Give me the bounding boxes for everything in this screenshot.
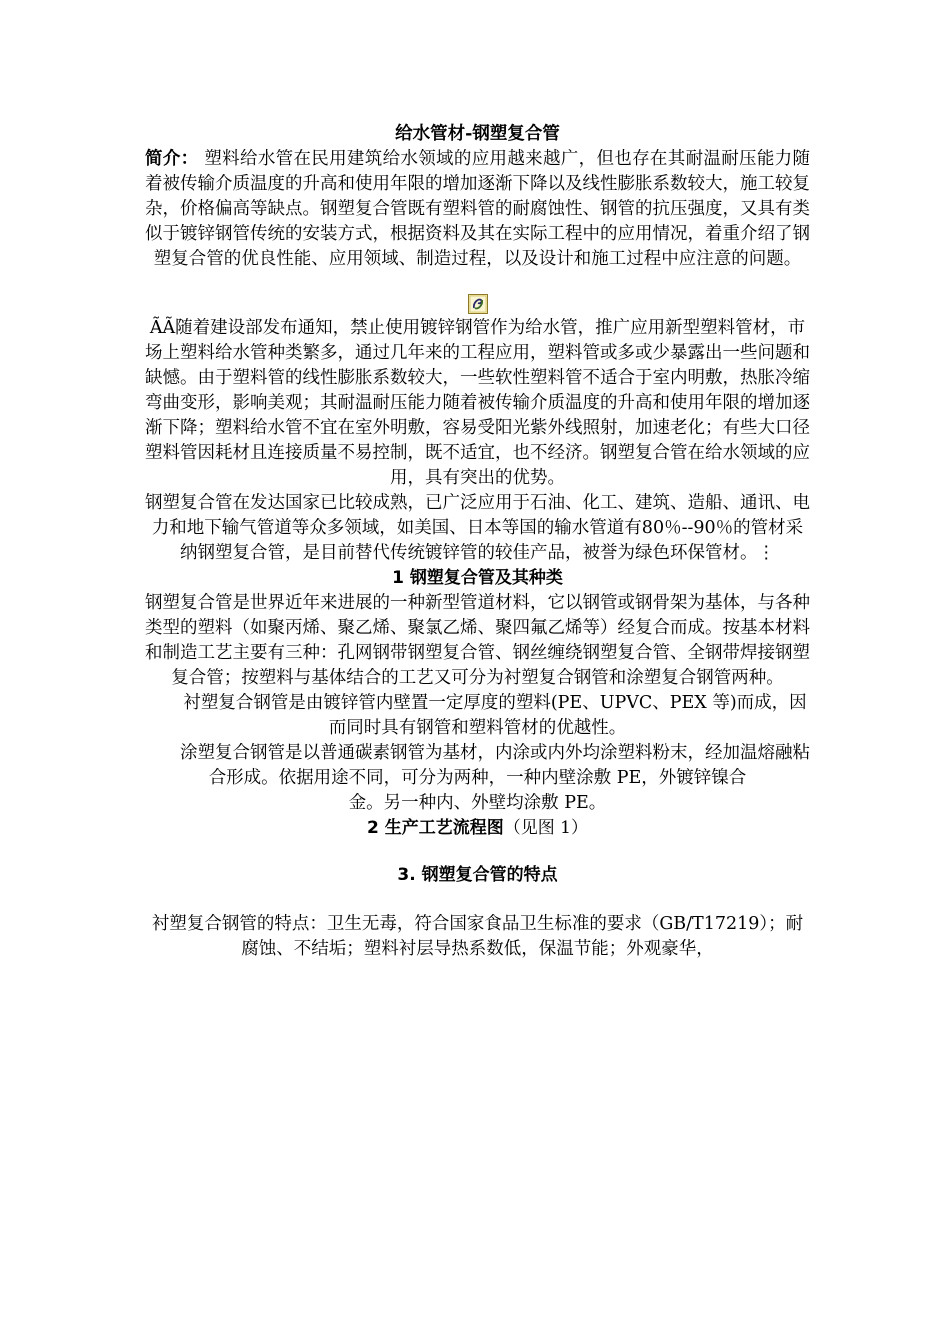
section-2-heading bbox=[145, 816, 810, 841]
intro-text: 塑料给水管在民用建筑给水领域的应用越来越广，但也存在其耐温耐压能力随着被传输介质温度的升高和使用年限的增加逐渐下降以及线性膨胀系数较大，施工较复杂，价格偏高等缺点。钢塑复合管既有塑料管的耐腐蚀性、钢管的抗压强度，又具有类似于镀锌钢管传统的安装方式，根据资料及其在实际工程中的应用情况，着重介绍了钢塑复合管的优良性能、应用领域、制造过程，以及设计和施工过程中应注意的问题。 bbox=[145, 149, 810, 269]
section-1-heading: 1 钢塑复合管及其种类 bbox=[392, 568, 563, 588]
section-3-paragraph-1: 衬塑复合钢管的特点：卫生无毒，符合国家食品卫生标准的要求（GB/T17219）；耐腐蚀、不结垢；塑料衬层导热系数低，保温节能；外观豪华， bbox=[151, 914, 804, 959]
section-2-heading-text: 2 生产工艺流程图 bbox=[367, 818, 504, 838]
section-3-heading bbox=[145, 863, 810, 888]
figure-reference: （见图 1） bbox=[503, 818, 588, 838]
document-title: 给水管材-钢塑复合管 bbox=[395, 124, 560, 144]
section-3-heading-text: . 钢塑复合管的特点 bbox=[409, 865, 558, 885]
embedded-picture bbox=[145, 294, 810, 316]
section-1-paragraph-4: 金。另一种内、外壁均涂敷 PE。 bbox=[348, 793, 607, 813]
body-paragraph-2: 钢塑复合管在发达国家已比较成熟，已广泛应用于石油、化工、建筑、造船、通讯、电力和地下输气管道等众多领域，如美国、日本等国的输水管道有80％--90％的管材采纳钢塑复合管，是目前替代传统镀锌管的较佳产品，被誉为绿色环保管材。⋮ bbox=[145, 493, 810, 563]
embedded-picture-icon bbox=[468, 294, 488, 314]
section-1-paragraph-2: 衬塑复合钢管是由镀锌管内壁置一定厚度的塑料(PE、UPVC、PEX 等)而成，因而同时具有钢管和塑料管材的优越性。 bbox=[183, 693, 807, 738]
section-1-paragraph-1: 钢塑复合管是世界近年来进展的一种新型管道材料，它以钢管或钢骨架为基体，与各种类型的塑料（如聚丙烯、聚乙烯、聚氯乙烯、聚四氟乙烯等）经复合而成。按基本材料和制造工艺主要有三种：孔网钢带钢塑复合管、钢丝缠绕钢塑复合管、全钢带焊接钢塑复合管；按塑料与基体结合的工艺又可分为衬塑复合钢管和涂塑复合钢管两种。 bbox=[145, 593, 810, 688]
document-body bbox=[145, 122, 810, 962]
section-3-heading-number: 3 bbox=[397, 865, 410, 885]
section-1-paragraph-3: 涂塑复合钢管是以普通碳素钢管为基材，内涂或内外均涂塑料粉末，经加温熔融粘合形成。依据用途不同，可分为两种，一种内壁涂敷 PE，外镀锌镍合 bbox=[180, 743, 810, 788]
intro-label: 简介： bbox=[145, 149, 199, 169]
body-paragraph-1: ÃÃ随着建设部发布通知，禁止使用镀锌钢管作为给水管，推广应用新型塑料管材，市场上塑料给水管种类繁多，通过几年来的工程应用，塑料管或多或少暴露出一些问题和缺憾。由于塑料管的线性膨胀系数较大，一些软性塑料管不适合于室内明敷，热胀冷缩弯曲变形，影响美观；其耐温耐压能力随着被传输介质温度的升高和使用年限的增加逐渐下降；塑料给水管不宜在室外明敷，容易受阳光紫外线照射，加速老化；有些大口径塑料管因耗材且连接质量不易控制，既不适宜，也不经济。钢塑复合管在给水领域的应用，具有突出的优势。 bbox=[145, 318, 810, 488]
intro-paragraph bbox=[145, 147, 810, 272]
